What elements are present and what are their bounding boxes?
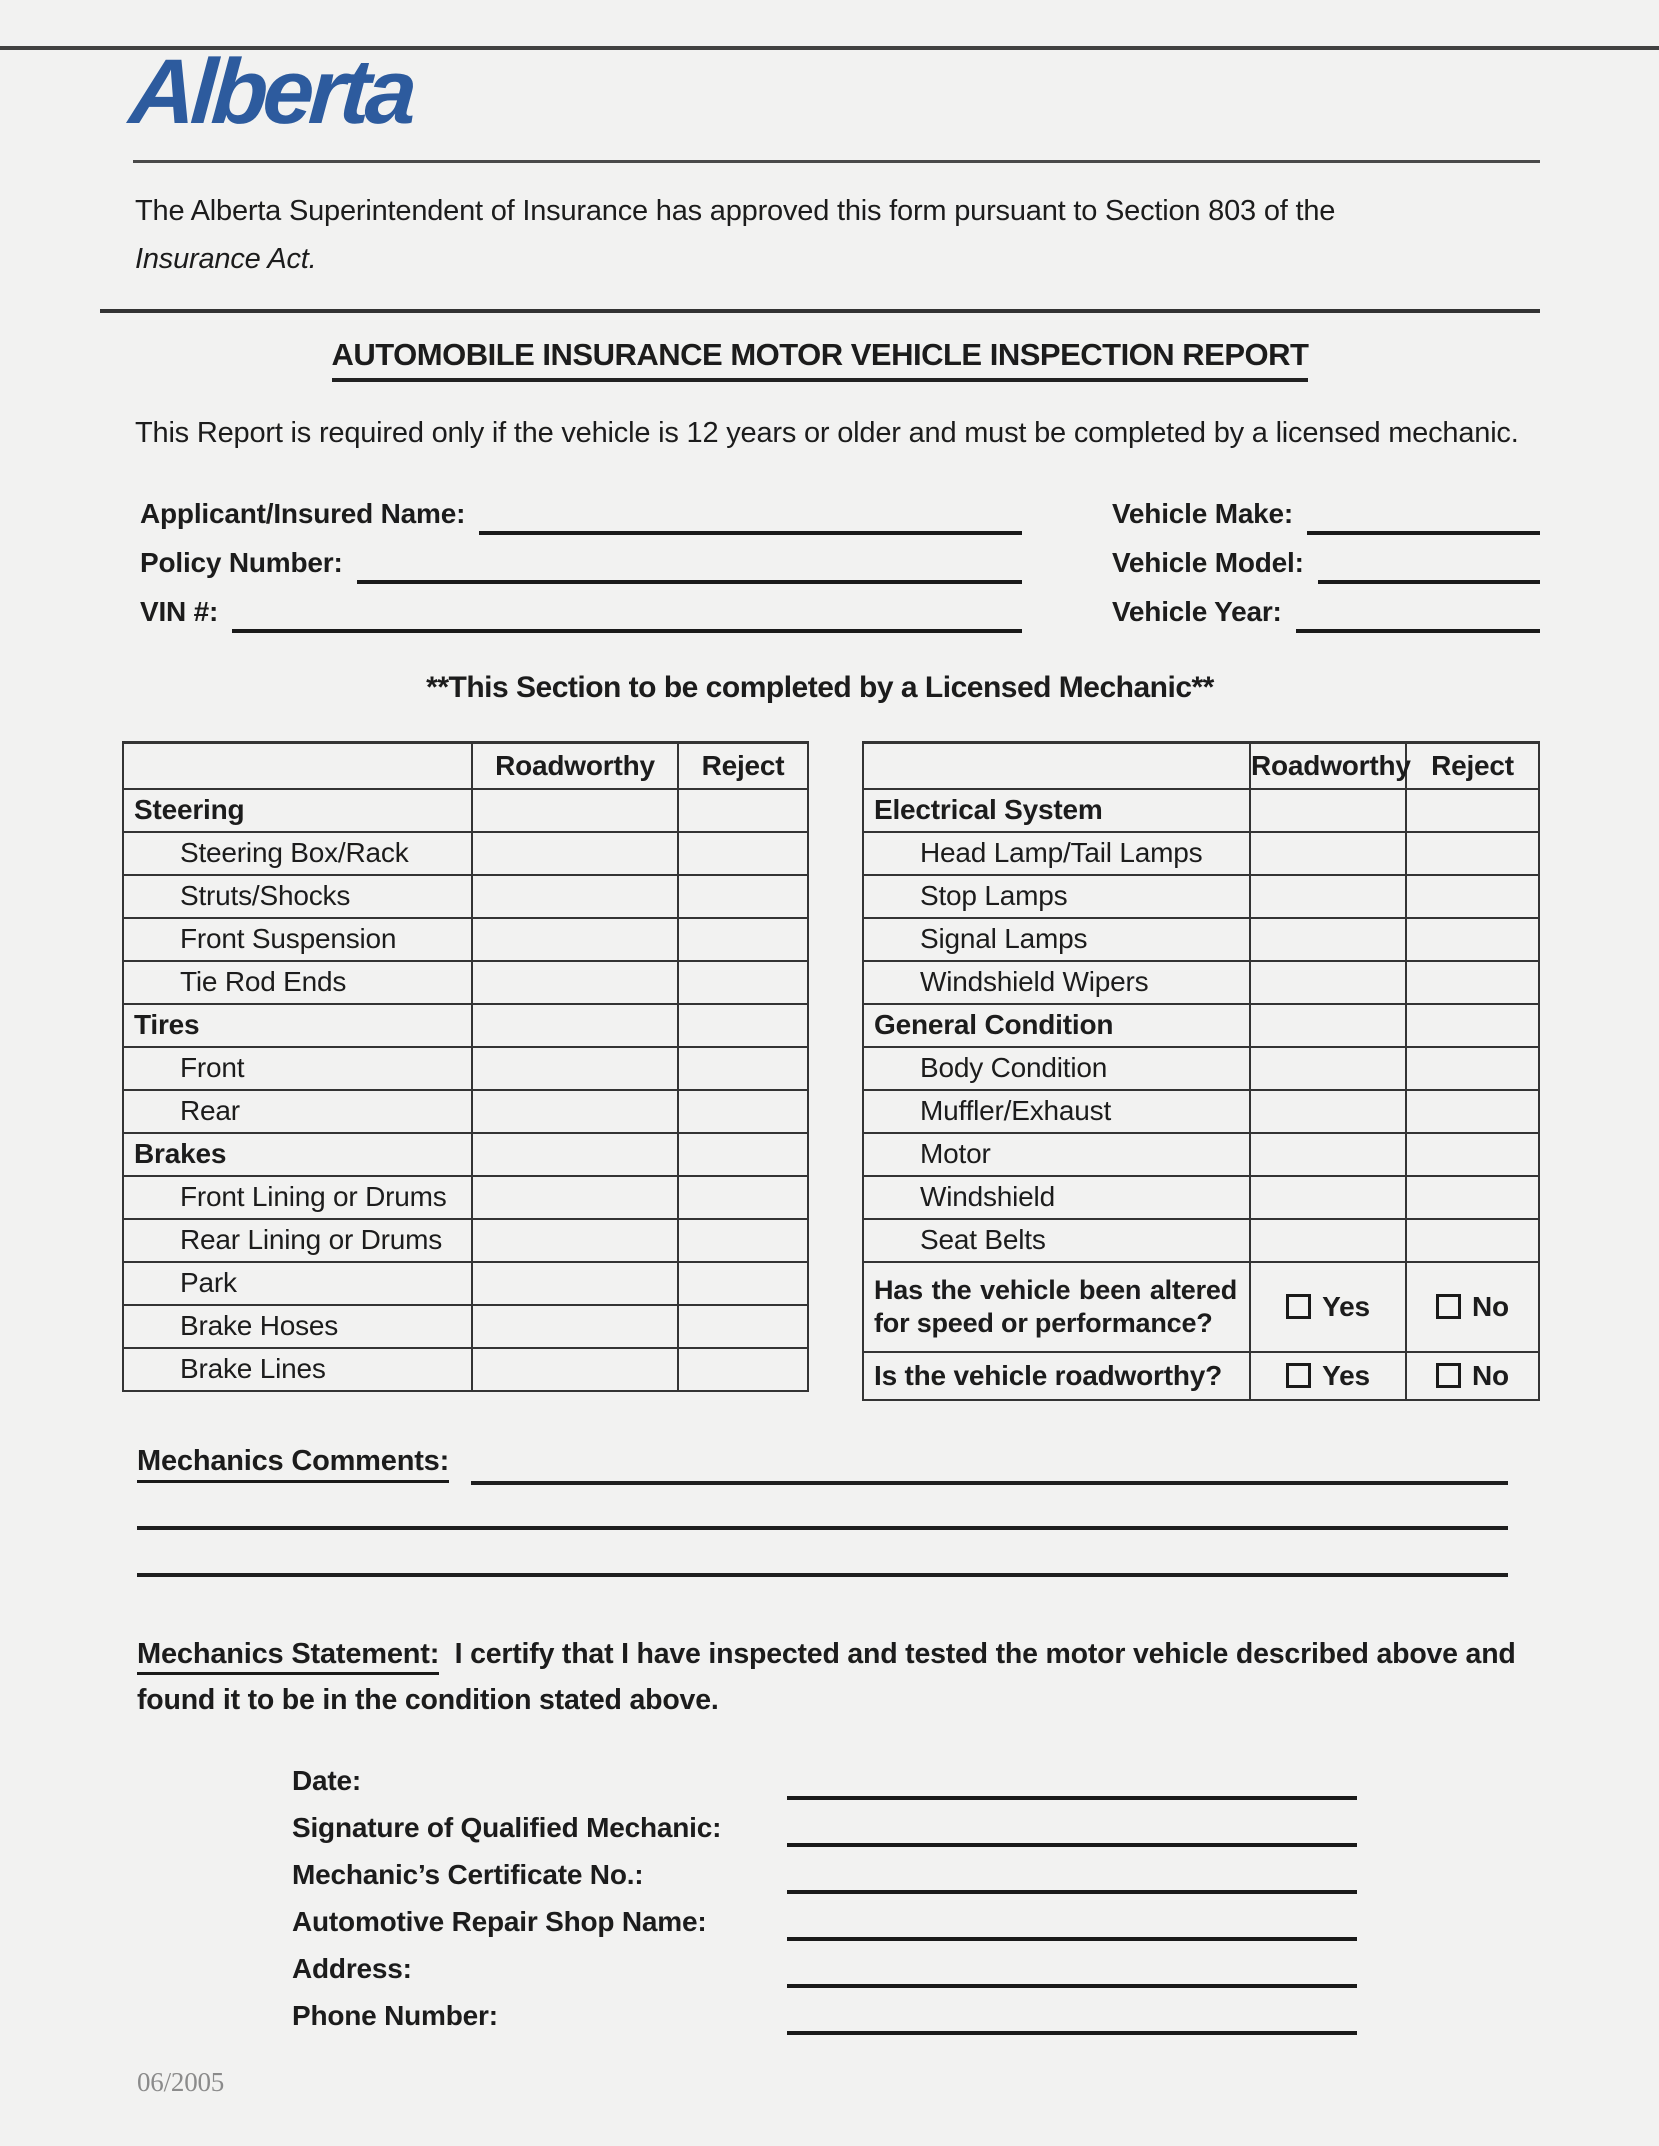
stop-lamps-roadworthy-cell[interactable] (1250, 875, 1406, 918)
table-row-motor (863, 1133, 1539, 1176)
seat-belts-roadworthy-cell[interactable] (1250, 1219, 1406, 1262)
question-row-roadworthy (863, 1352, 1539, 1400)
table-row-muffler (863, 1090, 1539, 1133)
question-row-altered (863, 1262, 1539, 1352)
applicant-name-label: Applicant/Insured Name: (140, 498, 466, 529)
title-divider (100, 309, 1540, 313)
steering-reject-cell[interactable] (678, 789, 808, 832)
inspection-tables (122, 741, 1540, 1401)
body-condition-roadworthy-cell[interactable] (1250, 1047, 1406, 1090)
roadworthy-yes-cell[interactable] (1250, 1352, 1406, 1400)
right-inspection-table (862, 741, 1540, 1401)
left-reject-header: Reject (678, 743, 808, 789)
table-row-brake-hoses (123, 1305, 808, 1348)
table-row-body-condition (863, 1047, 1539, 1090)
table-row-steering (123, 789, 808, 832)
form-version: 06/2005 (137, 2066, 225, 2097)
row-label: Body Condition (863, 1047, 1250, 1090)
repair-shop-field-row (100, 1890, 1540, 1937)
vehicle-year-input-line[interactable] (1296, 603, 1540, 633)
row-label: Electrical System (863, 789, 1250, 832)
altered-yes-cell[interactable] (1250, 1262, 1406, 1352)
vehicle-year-field (1112, 597, 1540, 627)
policy-number-input-line[interactable] (357, 554, 1022, 584)
tie-rod-reject-cell[interactable] (678, 961, 808, 1004)
table-row-stop-lamps (863, 875, 1539, 918)
altered-yes-checkbox[interactable] (1286, 1294, 1311, 1319)
brakes-roadworthy-cell[interactable] (472, 1133, 678, 1176)
comments-label-row (137, 1445, 1508, 1483)
table-row-general-condition (863, 1004, 1539, 1047)
brake-lines-roadworthy-cell[interactable] (472, 1348, 678, 1391)
tires-roadworthy-cell[interactable] (472, 1004, 678, 1047)
policy-number-label: Policy Number: (140, 547, 343, 578)
row-label: Seat Belts (863, 1219, 1250, 1262)
alberta-logo-wrap (126, 41, 1540, 148)
table-row-park (123, 1262, 808, 1305)
date-field-row (100, 1749, 1540, 1796)
vin-label: VIN #: (140, 596, 219, 627)
row-label: Tires (123, 1004, 472, 1047)
general-condition-reject-cell[interactable] (1406, 1004, 1539, 1047)
motor-roadworthy-cell[interactable] (1250, 1133, 1406, 1176)
mechanic-section-heading: **This Section to be completed by a Licensed Mechanic** (426, 671, 1214, 704)
front-lining-roadworthy-cell[interactable] (472, 1176, 678, 1219)
front-suspension-reject-cell[interactable] (678, 918, 808, 961)
row-label: Rear Lining or Drums (123, 1219, 472, 1262)
row-label: Signal Lamps (863, 918, 1250, 961)
table-row-electrical (863, 789, 1539, 832)
row-label: Brakes (123, 1133, 472, 1176)
row-label: Steering (123, 789, 472, 832)
phone-number-field-row (100, 1984, 1540, 2031)
struts-reject-cell[interactable] (678, 875, 808, 918)
signature-block (100, 1749, 1540, 2031)
approval-act-title: Insurance Act. (135, 243, 317, 275)
altered-yes-label: Yes (1322, 1290, 1370, 1322)
table-row-front-lining (123, 1176, 808, 1219)
row-label: Front (123, 1047, 472, 1090)
left-inspection-table (122, 741, 809, 1392)
right-table-header-row (863, 743, 1539, 789)
altered-no-cell[interactable] (1406, 1262, 1539, 1352)
table-row-steering-box (123, 832, 808, 875)
row-label: Brake Hoses (123, 1305, 472, 1348)
table-row-head-lamps (863, 832, 1539, 875)
vehicle-make-label: Vehicle Make: (1112, 498, 1294, 529)
approval-text: The Alberta Superintendent of Insurance has approved this form pursuant to Section 803 of the (135, 195, 1336, 227)
repair-shop-label: Automotive Repair Shop Name: (292, 1905, 707, 1937)
mechanics-comments (137, 1445, 1508, 1577)
left-roadworthy-header: Roadworthy (472, 743, 678, 789)
row-label: Front Lining or Drums (123, 1176, 472, 1219)
phone-number-input-line[interactable] (787, 2005, 1357, 2035)
table-row-windshield (863, 1176, 1539, 1219)
mechanic-certificate-label: Mechanic’s Certificate No.: (292, 1858, 644, 1890)
mechanic-signature-input-line[interactable] (787, 1817, 1357, 1847)
brake-lines-reject-cell[interactable] (678, 1348, 808, 1391)
mechanics-comments-label: Mechanics Comments: (137, 1445, 449, 1483)
row-label: Stop Lamps (863, 875, 1250, 918)
roadworthy-no-label: No (1472, 1359, 1509, 1391)
general-condition-roadworthy-cell[interactable] (1250, 1004, 1406, 1047)
row-label: Tie Rod Ends (123, 961, 472, 1004)
tie-rod-roadworthy-cell[interactable] (472, 961, 678, 1004)
brake-hoses-roadworthy-cell[interactable] (472, 1305, 678, 1348)
table-row-tires (123, 1004, 808, 1047)
mechanic-certificate-input-line[interactable] (787, 1864, 1357, 1894)
right-reject-header: Reject (1406, 743, 1539, 789)
electrical-reject-cell[interactable] (1406, 789, 1539, 832)
left-blank-header (123, 743, 472, 789)
altered-question-label: Has the vehicle been altered for speed or performance? (863, 1262, 1250, 1352)
tires-rear-reject-cell[interactable] (678, 1090, 808, 1133)
front-suspension-roadworthy-cell[interactable] (472, 918, 678, 961)
brakes-reject-cell[interactable] (678, 1133, 808, 1176)
fields-row-3 (140, 597, 1540, 627)
vehicle-make-input-line[interactable] (1307, 505, 1540, 535)
row-label: General Condition (863, 1004, 1250, 1047)
roadworthy-no-cell[interactable] (1406, 1352, 1539, 1400)
row-label: Rear (123, 1090, 472, 1133)
logo-divider (133, 160, 1540, 163)
signal-lamps-roadworthy-cell[interactable] (1250, 918, 1406, 961)
body-condition-reject-cell[interactable] (1406, 1047, 1539, 1090)
front-lining-reject-cell[interactable] (678, 1176, 808, 1219)
table-row-rear-lining (123, 1219, 808, 1262)
roadworthy-yes-checkbox[interactable] (1286, 1363, 1311, 1388)
windshield-reject-cell[interactable] (1406, 1176, 1539, 1219)
steering-roadworthy-cell[interactable] (472, 789, 678, 832)
applicant-name-input-line[interactable] (479, 505, 1022, 535)
motor-reject-cell[interactable] (1406, 1133, 1539, 1176)
table-row-front-suspension (123, 918, 808, 961)
applicant-name-field (140, 499, 1022, 529)
address-input-line[interactable] (787, 1958, 1357, 1988)
fields-row-1 (140, 499, 1540, 529)
left-table-header-row (123, 743, 808, 789)
row-label: Head Lamp/Tail Lamps (863, 832, 1250, 875)
table-row-brake-lines (123, 1348, 808, 1391)
brake-hoses-reject-cell[interactable] (678, 1305, 808, 1348)
page-title: AUTOMOBILE INSURANCE MOTOR VEHICLE INSPECTION REPORT (332, 337, 1309, 382)
vehicle-model-field (1112, 548, 1540, 578)
row-label: Muffler/Exhaust (863, 1090, 1250, 1133)
policy-number-field (140, 548, 1022, 578)
park-roadworthy-cell[interactable] (472, 1262, 678, 1305)
wipers-reject-cell[interactable] (1406, 961, 1539, 1004)
alberta-logo: Alberta (126, 41, 416, 143)
roadworthy-yes-label: Yes (1322, 1359, 1370, 1391)
wipers-roadworthy-cell[interactable] (1250, 961, 1406, 1004)
comments-input-line-3[interactable] (137, 1530, 1508, 1577)
vehicle-info-fields (140, 499, 1540, 627)
signal-lamps-reject-cell[interactable] (1406, 918, 1539, 961)
repair-shop-name-input-line[interactable] (787, 1911, 1357, 1941)
comments-input-line-1[interactable] (471, 1465, 1508, 1485)
row-label: Struts/Shocks (123, 875, 472, 918)
row-label: Windshield Wipers (863, 961, 1250, 1004)
mechanic-certificate-field-row (100, 1843, 1540, 1890)
roadworthy-question-label: Is the vehicle roadworthy? (863, 1352, 1250, 1400)
vehicle-year-label: Vehicle Year: (1112, 596, 1282, 627)
rear-lining-roadworthy-cell[interactable] (472, 1219, 678, 1262)
vin-input-line[interactable] (232, 603, 1022, 633)
muffler-roadworthy-cell[interactable] (1250, 1090, 1406, 1133)
stop-lamps-reject-cell[interactable] (1406, 875, 1539, 918)
right-roadworthy-header: Roadworthy (1250, 743, 1406, 789)
mechanics-statement (137, 1631, 1540, 1723)
tires-reject-cell[interactable] (678, 1004, 808, 1047)
title-row (100, 337, 1540, 382)
inspection-report-page (0, 41, 1659, 2098)
table-row-brakes (123, 1133, 808, 1176)
date-input-line[interactable] (787, 1770, 1357, 1800)
roadworthy-no-checkbox[interactable] (1436, 1363, 1461, 1388)
approval-note (135, 187, 1540, 283)
rear-lining-reject-cell[interactable] (678, 1219, 808, 1262)
phone-number-label: Phone Number: (292, 1999, 498, 2031)
table-row-tie-rod (123, 961, 808, 1004)
date-label: Date: (292, 1764, 362, 1796)
fields-row-2 (140, 548, 1540, 578)
struts-roadworthy-cell[interactable] (472, 875, 678, 918)
row-label: Brake Lines (123, 1348, 472, 1391)
intro-note: This Report is required only if the vehicle is 12 years or older and must be completed by a licensed mechanic. (135, 417, 1519, 449)
windshield-roadworthy-cell[interactable] (1250, 1176, 1406, 1219)
address-label: Address: (292, 1952, 412, 1984)
address-field-row (100, 1937, 1540, 1984)
row-label: Steering Box/Rack (123, 832, 472, 875)
table-row-signal-lamps (863, 918, 1539, 961)
altered-no-checkbox[interactable] (1436, 1294, 1461, 1319)
altered-no-label: No (1472, 1290, 1509, 1322)
muffler-reject-cell[interactable] (1406, 1090, 1539, 1133)
tires-rear-roadworthy-cell[interactable] (472, 1090, 678, 1133)
right-blank-header (863, 743, 1250, 789)
table-row-tires-front (123, 1047, 808, 1090)
vehicle-model-input-line[interactable] (1318, 554, 1540, 584)
row-label: Windshield (863, 1176, 1250, 1219)
park-reject-cell[interactable] (678, 1262, 808, 1305)
head-lamps-roadworthy-cell[interactable] (1250, 832, 1406, 875)
mechanics-statement-text: I certify that I have inspected and tested the motor vehicle described above and found it to be in the condition stated above. (137, 1637, 1516, 1716)
tires-front-reject-cell[interactable] (678, 1047, 808, 1090)
row-label: Park (123, 1262, 472, 1305)
vin-field (140, 597, 1022, 627)
mechanic-signature-label: Signature of Qualified Mechanic: (292, 1811, 722, 1843)
vehicle-model-label: Vehicle Model: (1112, 547, 1304, 578)
mechanics-statement-label: Mechanics Statement: (137, 1638, 439, 1675)
row-label: Front Suspension (123, 918, 472, 961)
head-lamps-reject-cell[interactable] (1406, 832, 1539, 875)
mechanic-signature-field-row (100, 1796, 1540, 1843)
seat-belts-reject-cell[interactable] (1406, 1219, 1539, 1262)
steering-box-reject-cell[interactable] (678, 832, 808, 875)
table-row-wipers (863, 961, 1539, 1004)
comments-input-line-2[interactable] (137, 1483, 1508, 1530)
vehicle-make-field (1112, 499, 1540, 529)
table-row-tires-rear (123, 1090, 808, 1133)
tires-front-roadworthy-cell[interactable] (472, 1047, 678, 1090)
table-row-seat-belts (863, 1219, 1539, 1262)
row-label: Motor (863, 1133, 1250, 1176)
steering-box-roadworthy-cell[interactable] (472, 832, 678, 875)
table-row-struts (123, 875, 808, 918)
electrical-roadworthy-cell[interactable] (1250, 789, 1406, 832)
